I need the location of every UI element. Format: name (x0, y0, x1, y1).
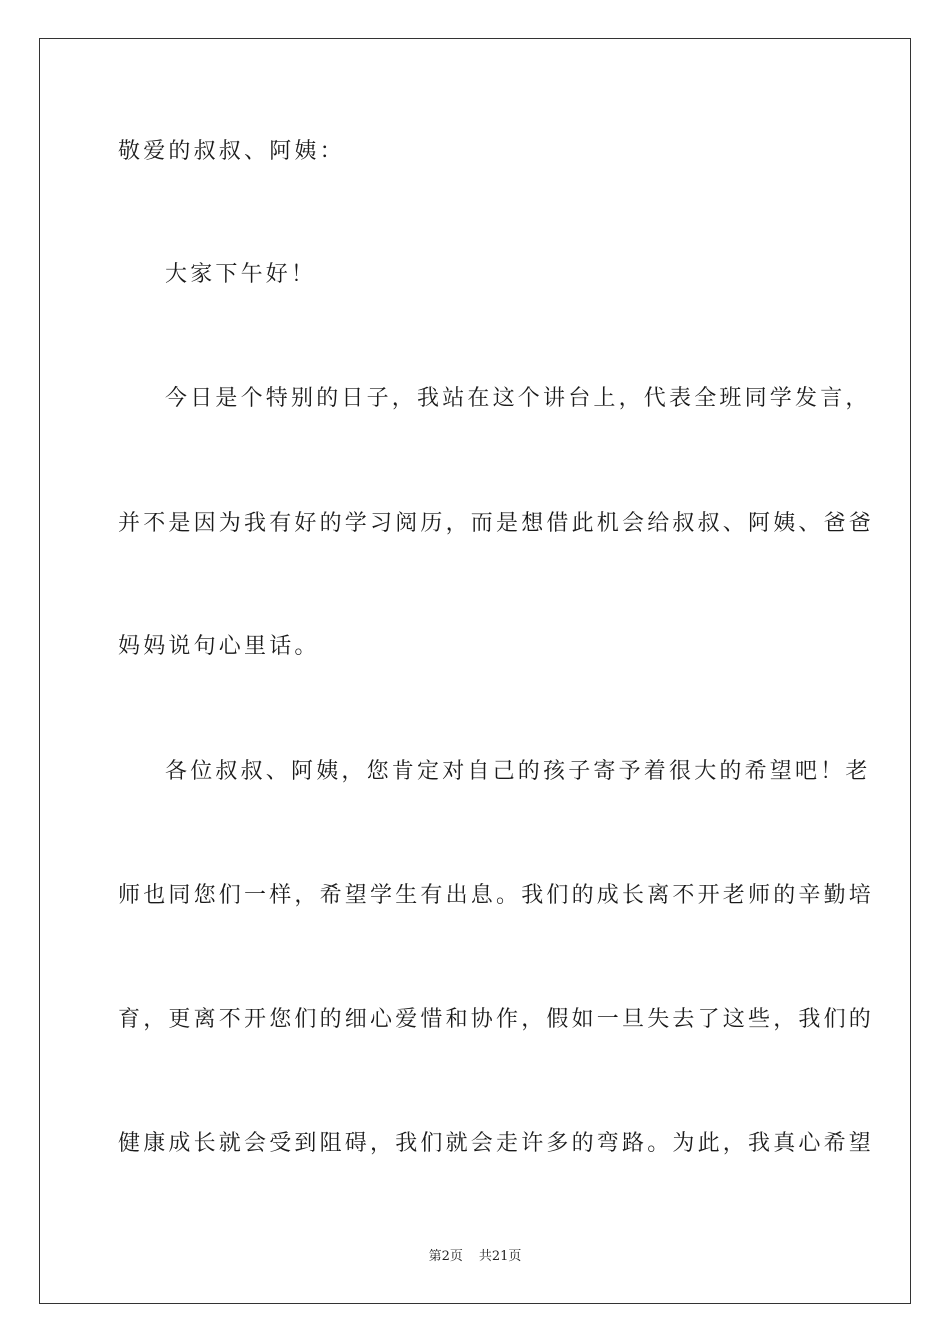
page-number: 第2页 (428, 1249, 463, 1264)
salutation-line: 敬爱的叔叔、阿姨： (118, 139, 345, 164)
greeting-line: 大家下午好！ (165, 262, 317, 287)
page-footer (0, 1248, 950, 1266)
paragraph-line: 今日是个特别的日子，我站在这个讲台上，代表全班同学发言， (165, 386, 871, 411)
paragraph-line: 各位叔叔、阿姨，您肯定对自己的孩子寄予着很大的希望吧！老 (165, 759, 871, 784)
page-total: 共21页 (478, 1249, 522, 1264)
paragraph-line: 师也同您们一样，希望学生有出息。我们的成长离不开老师的辛勤培 (118, 883, 875, 908)
paragraph-line: 妈妈说句心里话。 (118, 634, 320, 659)
paragraph-line: 健康成长就会受到阻碍，我们就会走许多的弯路。为此，我真心希望 (118, 1131, 875, 1156)
page-frame (39, 38, 911, 1304)
paragraph-line: 育，更离不开您们的细心爱惜和协作，假如一旦失去了这些，我们的 (118, 1007, 875, 1032)
paragraph-line: 并不是因为我有好的学习阅历，而是想借此机会给叔叔、阿姨、爸爸 (118, 511, 875, 536)
